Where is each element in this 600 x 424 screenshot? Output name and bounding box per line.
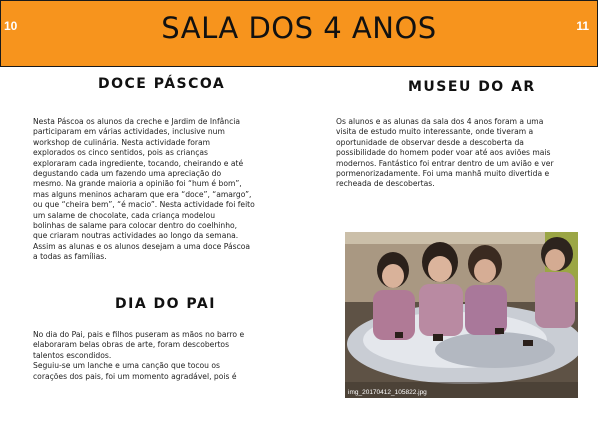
text-line: um salame de chocolate, cada criança modelou [33,210,216,220]
museu-do-ar-text [336,117,576,190]
text-line: Os alunos e as alunas da sala dos 4 anos foram a uma [336,117,544,126]
photo-illustration [345,232,578,398]
text-line: No dia do Pai, pais e filhos puseram as mãos no barro e [33,330,245,339]
doce-pascoa-heading: DOCE PÁSCOA [98,76,226,92]
text-line: Assim as alunas e os alunos desejam a uma doce Páscoa [33,241,251,251]
text-line: talentos escondidos. [33,350,112,360]
text-line: pormenorizadamente. Foi uma manhã muito divertida e [336,169,550,179]
page-number-right: 11 [576,19,589,33]
text-line: explorados os cinco sentidos, pois as crianças [33,148,208,158]
activity-photo [345,232,578,398]
dia-do-pai-heading: DIA DO PAI [115,296,216,312]
text-line: exploraram cada ingrediente, tocando, cheirando e até [33,158,244,168]
museu-do-ar-heading: MUSEU DO AR [408,79,536,95]
text-line: visita de estudo muito interessante, onde tiveram a [336,127,534,137]
text-line: Nesta Páscoa os alunos da creche e Jardim de Infância [33,117,241,126]
text-line: degustando cada um fazendo uma apreciação do [33,169,222,179]
text-line: recheada de descobertas. [336,179,435,189]
text-line: participaram em várias actividades, inclusive num [33,127,225,137]
text-line: ou que “cheira bem”, “é macio”. Nesta actividade foi feito [33,200,255,210]
page-title: SALA DOS 4 ANOS [161,11,437,45]
text-line: elaboraram belas obras de arte, foram descobertos [33,340,230,350]
text-line: possibilidade do homem poder voar até aos aviões mais [336,148,551,158]
page-number-left: 10 [4,19,18,33]
text-line: modernos. Fantástico foi entrar dentro de um avião e ver [336,158,554,168]
text-line: bolinhas de salame para colocar dentro do coelhinho, [33,221,238,231]
photo-caption: img_20170412_105822.jpg [348,389,427,396]
page-header [0,0,598,67]
text-line: mesmo. Na grande maioria a opinião foi “hum é bom”, [33,179,242,189]
text-line: corações dos pais, foi um momento agradável, pois é [33,371,237,381]
text-line: workshop de culinária. Nesta actividade foram [33,137,211,147]
text-line: que criaram noutras actividades ao longo da semana. [33,231,239,241]
doce-pascoa-text [33,117,295,263]
text-line: oportunidade de observar desde a descoberta da [336,137,524,147]
text-line: mas alguns meninos acharam que era “doce”, “amargo”, [33,189,252,199]
text-line: a todas as famílias. [33,252,107,262]
dia-do-pai-text [33,330,295,382]
text-line: Seguiu-se um lanche e uma canção que tocou os [33,361,220,371]
